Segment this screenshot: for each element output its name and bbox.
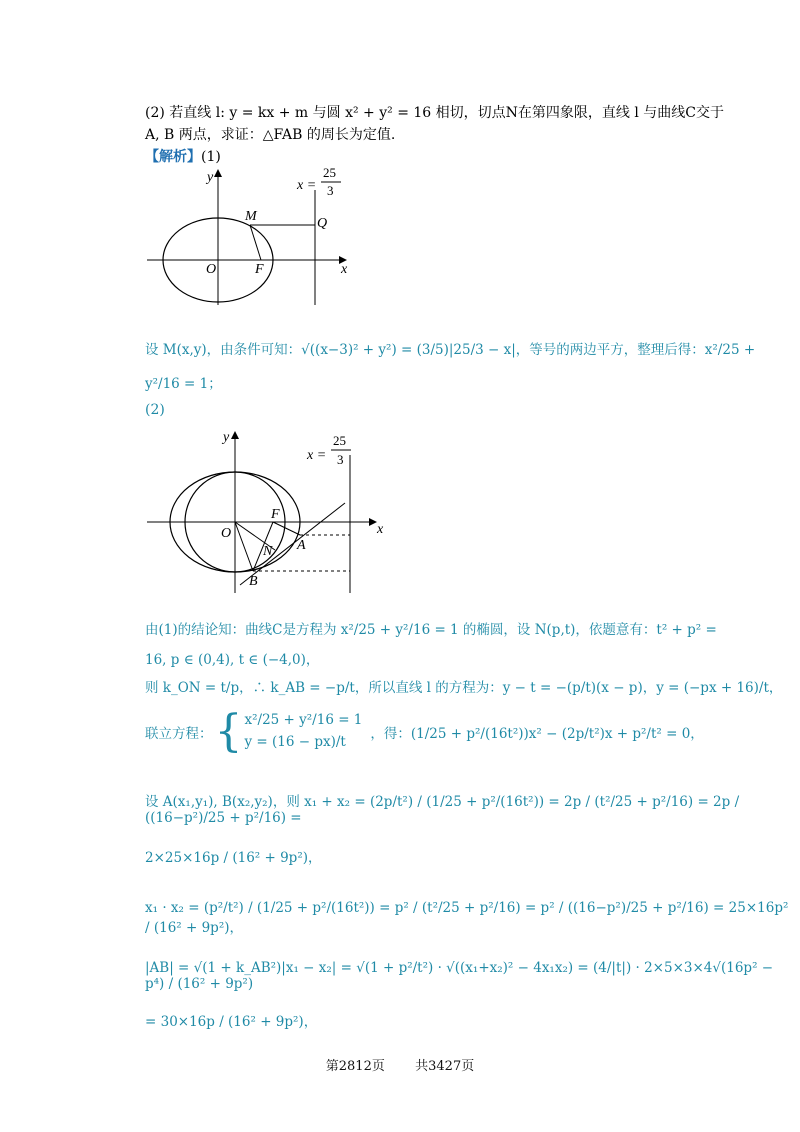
label-x: x (341, 262, 348, 277)
page-number: 第2812页 (325, 1059, 385, 1074)
analysis-header (145, 146, 221, 166)
analysis-tag: 【解析】 (145, 149, 201, 165)
system-eq1: x²/25 + y²/16 = 1 (244, 712, 363, 729)
page-footer (0, 1055, 800, 1074)
label-n: N (263, 544, 273, 559)
label-xeq: x = (307, 448, 327, 463)
label-o: O (221, 526, 232, 541)
sol2-line5: 设 A(x₁,y₁), B(x₂,y₂)，则 x₁ + x₂ = (2p/t²) / (1/25 + p²/(16t²)) = 2p / (t²/25 + p²/16) = 2p / ((16−p²)/25 + p²/16) = (145, 794, 740, 826)
problem-line1: (2) 若直线 l: y = kx + m 与圆 x² + y² = 16 相切，切点N在第四象限，直线 l 与曲线C交于 (145, 105, 724, 121)
system-result: ，得：(1/25 + p²/(16t²))x² − (2p/t²)x + p²/t² = 0， (370, 726, 704, 742)
sol2-system (145, 706, 704, 757)
sol2-line9: = 30×16p / (16² + 9p²)， (145, 1014, 318, 1030)
figure-ellipse-2 (145, 425, 395, 595)
label-y: y (207, 170, 214, 185)
label-xeq: x = (297, 178, 317, 193)
page-total: 共3427页 (415, 1059, 475, 1074)
label-o: O (206, 262, 217, 277)
sol1-line2: y²/16 = 1； (145, 376, 222, 392)
sol2-line1: 由(1)的结论知：曲线C是方程为 x²/25 + y²/16 = 1 的椭圆，设 N(p,t)，依题意有：t² + p² = (145, 622, 717, 638)
sol1-line1: 设 M(x,y)，由条件可知：√((x−3)² + y²) = (3/5)|25/3 − x|，等号的两边平方，整理后得：x²/25 + (145, 342, 756, 358)
segment-fa (273, 522, 300, 535)
label-b: B (249, 574, 258, 589)
segment-mf (250, 225, 261, 260)
segment-ob (235, 522, 253, 571)
label-den: 3 (337, 452, 344, 467)
system-eq2: y = (16 − px)/t (244, 734, 346, 750)
label-num: 25 (323, 165, 336, 180)
system-equations (245, 710, 363, 753)
analysis-part: (1) (201, 149, 221, 165)
part2-label: (2) (145, 402, 165, 418)
figure-ellipse-1 (145, 165, 385, 310)
problem-line2: A, B 两点，求证：△FAB 的周长为定值. (145, 127, 396, 143)
label-f: F (255, 262, 264, 277)
label-x: x (377, 522, 384, 537)
system-brace: { (214, 706, 243, 757)
sol2-line6: 2×25×16p / (16² + 9p²)， (145, 850, 322, 866)
label-num: 25 (333, 433, 346, 448)
sol2-line7: x₁ · x₂ = (p²/t²) / (1/25 + p²/(16t²)) = p² / (t²/25 + p²/16) = p² / ((16−p²)/25 + p²/16) = 25×16p² / (16² + 9p²)， (145, 900, 789, 936)
label-q: Q (317, 216, 328, 231)
sol2-line3: 则 k_ON = t/p，∴ k_AB = −p/t，所以直线 l 的方程为：y − t = −(p/t)(x − p)，y = (−px + 16)/t， (145, 680, 783, 696)
tangent-line (240, 503, 345, 585)
label-y: y (223, 430, 230, 445)
label-m: M (245, 209, 257, 224)
label-a: A (297, 538, 306, 553)
sol2-line2: 16, p ∈ (0,4), t ∈ (−4,0)， (145, 652, 320, 668)
label-den: 3 (327, 183, 334, 198)
system-label: 联立方程： (145, 726, 213, 742)
label-f: F (271, 507, 280, 522)
sol2-line8: |AB| = √(1 + k_AB²)|x₁ − x₂| = √(1 + p²/t²) · √((x₁+x₂)² − 4x₁x₂) = (4/|t|) · 2×5×3×4√(16p² − p⁴) / (16² + 9p²) (145, 960, 774, 992)
